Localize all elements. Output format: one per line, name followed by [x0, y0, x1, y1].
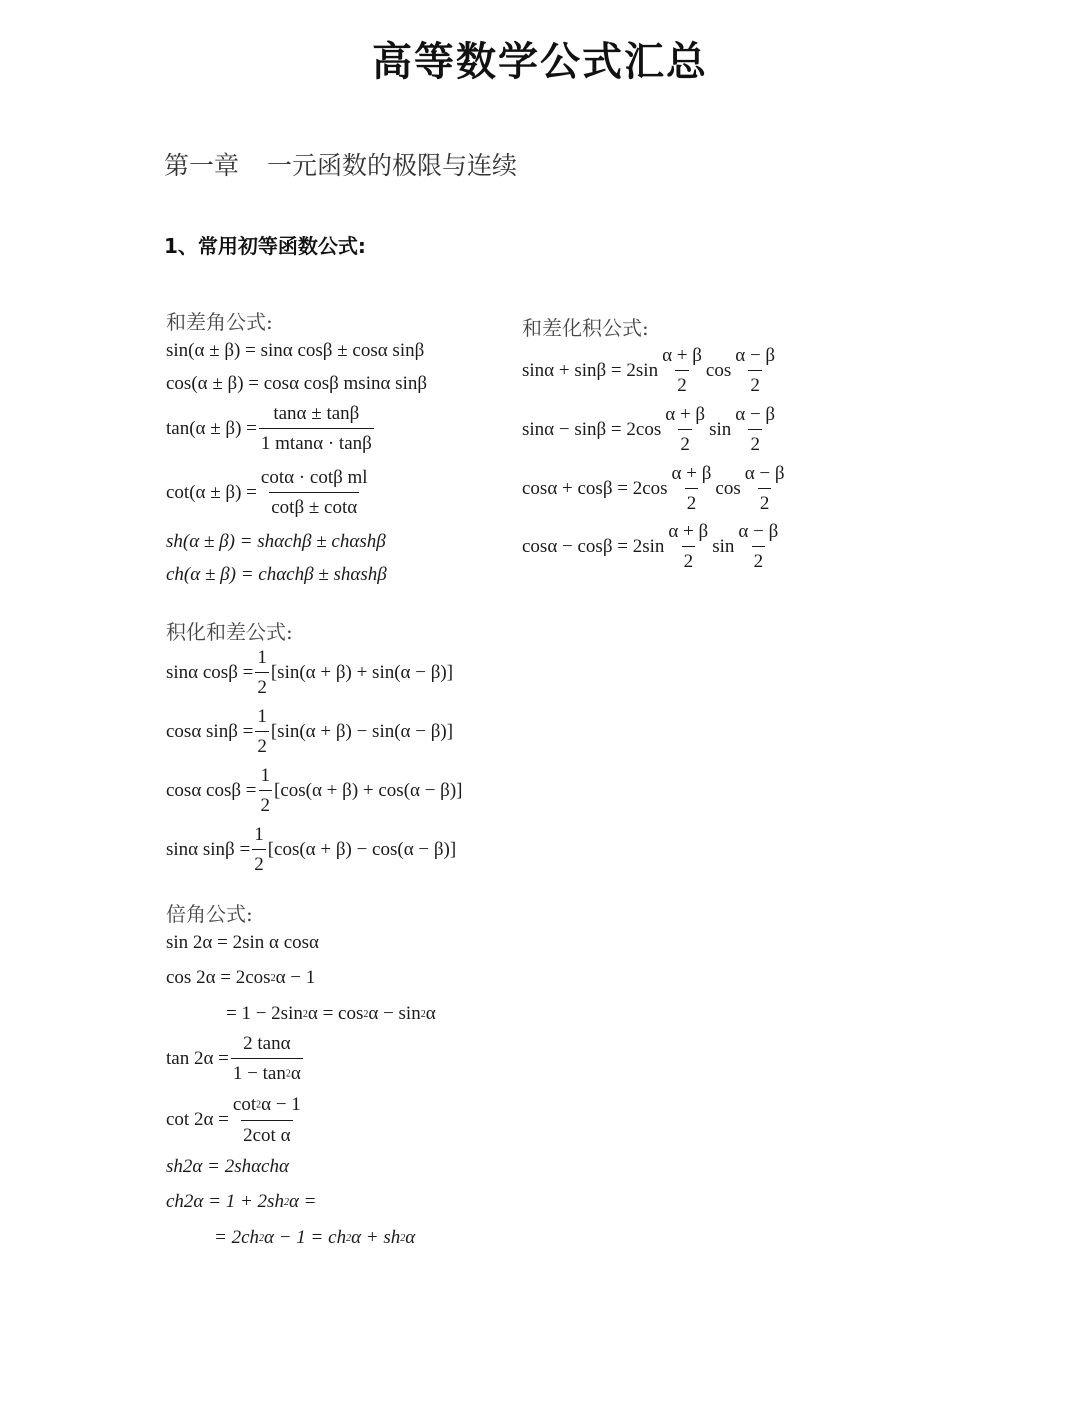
formula-stp-2: sinα − sinβ = 2cos $\frac{\alpha + \beta}{2}$ sin $\frac{\alpha - \beta}{2}$ — [522, 404, 776, 455]
formula-pts-3: cosα cosβ = $\frac{1}{2}$ [cos(α + β) + cos(α − β)] — [166, 765, 463, 816]
sum-to-product-heading: 和差化积公式: — [522, 316, 649, 340]
formula-tan-sum: tan(α ± β) = $\frac{\tan\alpha \pm \tan\beta}{1 mtan\alpha \cdot \tan\beta}$ — [166, 403, 372, 454]
chapter-name: 一元函数的极限与连续 — [267, 151, 518, 180]
formula-sh2: sh2α = 2shαchα — [166, 1156, 289, 1177]
formula-ch2-alt: = 2ch2α − 1 = ch2α + sh2α — [214, 1227, 416, 1248]
formula-cos2-alt: = 1 − 2sin2α = cos2α − sin2α — [226, 1003, 436, 1024]
formula-pts-2: cosα sinβ = $\frac{1}{2}$ [sin(α + β) − sin(α − β)] — [166, 706, 454, 757]
fraction: $\frac{\tan\alpha \pm \tan\beta}{1 mtan\alpha \cdot \tan\beta}$ — [260, 403, 372, 454]
formula-cos-sum: cos(α ± β) = cosα cosβ msinα sinβ — [166, 373, 428, 394]
formula-cot2: cot 2α = $\frac{\cot 2\alpha - 1}{\text{2cot α}}$ — [166, 1094, 301, 1146]
formula-ch2: ch2α = 1 + 2sh2α = — [166, 1191, 317, 1212]
product-to-sum-heading: 积化和差公式: — [166, 620, 293, 644]
chapter-heading — [164, 146, 517, 182]
formula-stp-4: cosα − cosβ = 2sin $\frac{\alpha + \beta}{2}$ sin $\frac{\alpha - \beta}{2}$ — [522, 521, 779, 572]
sum-diff-heading: 和差角公式: — [166, 310, 273, 334]
formula-stp-1: sinα + sinβ = 2sin $\frac{\alpha + \beta}{2}$ cos $\frac{\alpha - \beta}{2}$ — [522, 345, 776, 396]
formula-pts-4: sinα sinβ = $\frac{1}{2}$ [cos(α + β) − cos(α − β)] — [166, 824, 457, 875]
formula-sin-sum: sin(α ± β) = sinα cosβ ± cosα sinβ — [166, 340, 425, 361]
formula-ch-sum: ch(α ± β) = chαchβ ± shαshβ — [166, 564, 387, 585]
formula-cos2: cos 2α = 2cos2α − 1 — [166, 967, 316, 988]
formula-tan2: tan 2α = $\frac{2 \tan\alpha}{1 - \tan 2\alpha}$ — [166, 1032, 305, 1087]
formula-pts-1: sinα cosβ = $\frac{1}{2}$ [sin(α + β) + sin(α − β)] — [166, 647, 454, 698]
formula-sh-sum: sh(α ± β) = shαchβ ± chαshβ — [166, 531, 386, 552]
double-angle-heading: 倍角公式: — [166, 902, 253, 926]
fraction: $\frac{\text{cotα · cotβ ml}}{\cot\beta \pm \cot\alpha}$ — [260, 467, 368, 518]
formula-cot-sum: cot(α ± β) = $\frac{\text{cotα · cotβ ml}}{\cot\beta \pm \cot\alpha}$ — [166, 467, 368, 518]
formula-stp-3: cosα + cosβ = 2cos $\frac{\alpha + \beta}{2}$ cos $\frac{\alpha - \beta}{2}$ — [522, 463, 785, 514]
formula-sin2: sin 2α = 2sin α cosα — [166, 932, 320, 953]
section-heading: 1、常用初等函数公式: — [164, 234, 366, 258]
chapter-number: 第一章 — [164, 151, 240, 180]
document-title: 高等数学公式汇总 — [372, 39, 708, 85]
